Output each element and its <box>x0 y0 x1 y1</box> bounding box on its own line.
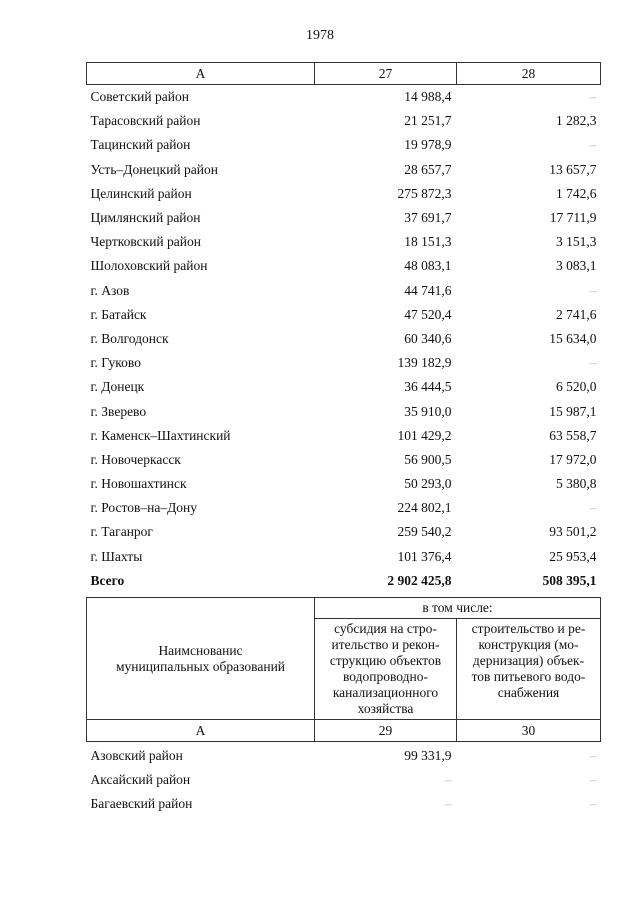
subsidy-column-header: субсидия на стро- ительство и рекон- струкцию объектов водопроводно- канализационного хозяйства <box>315 619 457 720</box>
value-col-28: 25 953,4 <box>549 548 597 564</box>
value-col-27: 275 872,3 <box>397 185 452 201</box>
value-col-28: 5 380,8 <box>556 476 597 492</box>
value-col-27: 48 083,1 <box>404 258 452 274</box>
value-col-27: 44 741,6 <box>404 282 452 298</box>
total-col-27: 2 902 425,8 <box>387 572 452 588</box>
value-col-27: 139 182,9 <box>397 355 452 371</box>
value-col-27: 35 910,0 <box>404 403 452 419</box>
value-col-27: 19 978,9 <box>404 137 452 153</box>
municipality-name: г. Азов <box>90 282 130 298</box>
municipality-name: Усть–Донецкий район <box>90 161 218 177</box>
table-row <box>87 85 601 110</box>
value-col-28: 93 501,2 <box>549 524 597 540</box>
municipality-name: Тарасовский район <box>90 113 201 129</box>
table-row <box>87 424 601 448</box>
municipality-name: Советский район <box>90 89 189 105</box>
table-row <box>87 109 601 133</box>
value-col-28: 3 083,1 <box>556 258 597 274</box>
table-row <box>87 327 601 351</box>
total-row <box>87 569 601 593</box>
municipality-name: г. Волгодонск <box>90 330 169 346</box>
value-col-28: – <box>589 137 597 153</box>
municipality-name: Тацинский район <box>90 137 191 153</box>
value-col-28: 13 657,7 <box>549 161 597 177</box>
table-row <box>87 742 601 769</box>
municipality-name: Цимлянский район <box>90 210 201 226</box>
group-header-row <box>87 598 601 619</box>
table-row <box>87 351 601 375</box>
municipality-name: г. Ростов–на–Дону <box>90 500 198 516</box>
table-row <box>87 254 601 278</box>
header-cell-a-2: А <box>87 720 315 742</box>
municipality-name: г. Донецк <box>90 379 145 395</box>
value-col-30: – <box>589 748 597 764</box>
value-col-27: 18 151,3 <box>404 234 452 250</box>
value-col-29: 99 331,9 <box>404 748 452 764</box>
table-row <box>87 133 601 157</box>
table-row <box>87 279 601 303</box>
value-col-28: 3 151,3 <box>556 234 597 250</box>
header-cell-a: А <box>87 63 315 85</box>
municipality-name: г. Таганрог <box>90 524 153 540</box>
value-col-28: – <box>589 355 597 371</box>
table-row <box>87 520 601 544</box>
municipality-name: г. Гуково <box>90 355 141 371</box>
table-row <box>87 182 601 206</box>
table-row <box>87 792 601 816</box>
value-col-27: 36 444,5 <box>404 379 452 395</box>
value-col-27: 101 429,2 <box>397 427 452 443</box>
table-row <box>87 496 601 520</box>
value-col-28: – <box>589 282 597 298</box>
municipality-name: г. Новочеркасск <box>90 451 181 467</box>
value-col-30: – <box>589 796 597 812</box>
value-col-27: 21 251,7 <box>404 113 452 129</box>
municipality-name: г. Батайск <box>90 306 147 322</box>
bottom-table-body <box>87 742 601 817</box>
value-col-27: 28 657,7 <box>404 161 452 177</box>
total-col-28: 508 395,1 <box>542 572 597 588</box>
value-col-28: 15 987,1 <box>549 403 597 419</box>
value-col-27: 14 988,4 <box>404 89 452 105</box>
municipality-name-header: Наимснованис муниципальных образований <box>87 598 315 720</box>
value-col-27: 50 293,0 <box>404 476 452 492</box>
municipality-name: Шолоховский район <box>90 258 208 274</box>
value-col-29: – <box>444 772 452 788</box>
value-col-27: 101 376,4 <box>397 548 452 564</box>
value-col-28: 15 634,0 <box>549 330 597 346</box>
municipality-name: г. Зверево <box>90 403 147 419</box>
table-row <box>87 230 601 254</box>
municipality-name: Целинский район <box>90 185 192 201</box>
table-row <box>87 303 601 327</box>
value-col-28: 1 742,6 <box>556 185 597 201</box>
water-supply-column-header: строительство и ре- конструкция (мо- дернизация) объек- тов питьевого водо- снабжения <box>457 619 601 720</box>
municipality-name: г. Каменск–Шахтинский <box>90 427 231 443</box>
municipality-name: Багаевский район <box>90 796 193 812</box>
table-row <box>87 158 601 182</box>
value-col-27: 60 340,6 <box>404 330 452 346</box>
budget-table-columns-29-30 <box>86 597 601 817</box>
including-header: в том числе: <box>315 598 601 619</box>
table-row <box>87 375 601 399</box>
column-number-header-row <box>87 63 601 85</box>
header-cell-29: 29 <box>315 720 457 742</box>
header-cell-30: 30 <box>457 720 601 742</box>
table-row <box>87 448 601 472</box>
table-row <box>87 545 601 569</box>
municipality-name: Аксайский район <box>90 772 191 788</box>
value-col-27: 259 540,2 <box>397 524 452 540</box>
value-col-28: 17 711,9 <box>549 210 597 226</box>
value-col-28: 1 282,3 <box>556 113 597 129</box>
value-col-28: 63 558,7 <box>549 427 597 443</box>
municipality-name: Азовский район <box>90 748 183 764</box>
value-col-27: 47 520,4 <box>404 306 452 322</box>
value-col-28: – <box>589 89 597 105</box>
municipality-name: г. Шахты <box>90 548 143 564</box>
municipality-name: г. Новошахтинск <box>90 476 187 492</box>
value-col-27: 224 802,1 <box>397 500 452 516</box>
municipality-name: Чертковский район <box>90 234 201 250</box>
value-col-28: 17 972,0 <box>549 451 597 467</box>
table-row <box>87 472 601 496</box>
budget-table-columns-27-28 <box>86 62 601 593</box>
column-number-header-row-2 <box>87 720 601 742</box>
value-col-30: – <box>589 772 597 788</box>
table-row <box>87 399 601 423</box>
header-cell-27: 27 <box>315 63 457 85</box>
value-col-28: 6 520,0 <box>556 379 597 395</box>
page-number: 1978 <box>306 28 334 43</box>
top-table-body <box>87 85 601 569</box>
value-col-28: – <box>589 500 597 516</box>
total-label: Всего <box>90 572 125 588</box>
value-col-29: – <box>444 796 452 812</box>
table-row <box>87 206 601 230</box>
value-col-27: 37 691,7 <box>404 210 452 226</box>
value-col-28: 2 741,6 <box>556 306 597 322</box>
table-row <box>87 768 601 792</box>
value-col-27: 56 900,5 <box>404 451 452 467</box>
header-cell-28: 28 <box>457 63 601 85</box>
